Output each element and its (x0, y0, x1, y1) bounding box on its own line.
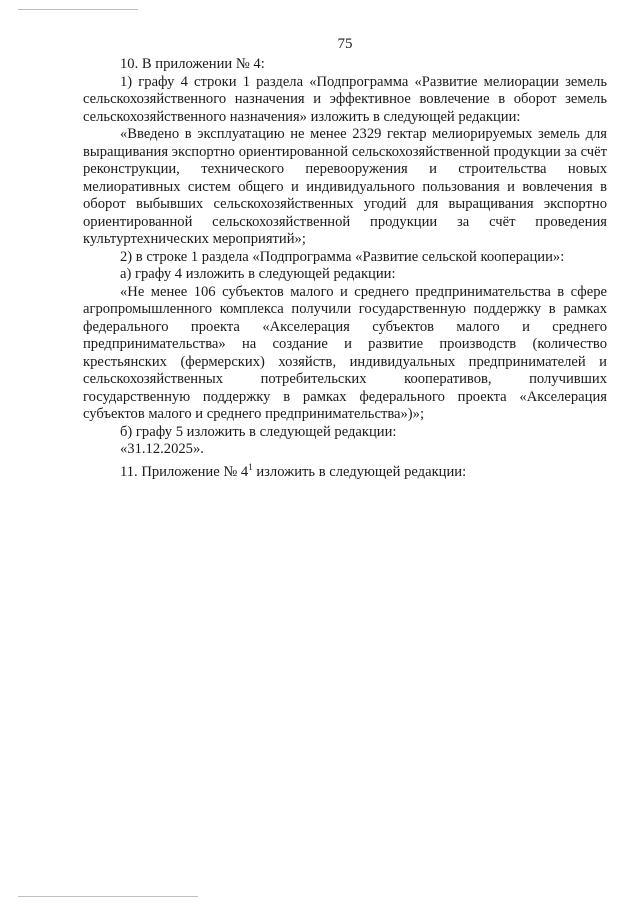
paragraph-column4: а) графу 4 изложить в следующей редакции: (120, 266, 396, 282)
scan-artifact-bottom (18, 896, 198, 897)
paragraph-column5: б) графу 5 изложить в следующей редакции: (120, 423, 397, 440)
paragraph-item-10: 10. В приложении № 4: (120, 56, 265, 72)
paragraph-date: «31.12.2025». (120, 441, 204, 457)
paragraph-row1-cooperation: 2) в строке 1 раздела «Подпрограмма «Развитие сельской кооперации»: (120, 248, 565, 265)
paragraph-item-11-lead: 11. Приложение № 4 (120, 463, 249, 480)
superscript-index: 1 (248, 461, 253, 472)
paragraph-column4-row1-melioration: 1) графу 4 строки 1 раздела «Подпрограмма «Развитие мелиорации земель сельскохозяйственного назначения и эффективное вовлечение в оборот земель сельскохозяйственного назначения» изложить в следующей редакции: (83, 73, 607, 125)
scan-artifact-top (18, 9, 138, 10)
paragraph-melioration-text: «Введено в эксплуатацию не менее 2329 гектар мелиорируемых земель для выращивания экспортно ориентированной сельскохозяйственной продукции за счёт реконструкции, технического перевооружения и строительства новых мелиоративных систем общего и индивидуального пользования и вовлечения в оборот выбывших сельскохозяйственных угодий для выращивания экспортно ориентированной сельскохозяйственной продукции за счёт проведения культуртехнических мероприятий»; (83, 126, 607, 247)
paragraph-item-11-tail: изложить в следующей редакции: (252, 463, 467, 480)
document-body (83, 56, 607, 481)
paragraph-item-11 (83, 459, 607, 481)
page-number: 75 (337, 36, 353, 52)
paragraph-cooperation-text: «Не менее 106 субъектов малого и среднего предпринимательства в сфере агропромышленного комплекса получили государственную поддержку в рамках федерального проекта «Акселерация субъектов малого и среднего предпринимательства» на создание и развитие производств (количество крестьянских (фермерских) хозяйств, индивидуальных предпринимателей и сельскохозяйственных потребительских кооперативов, получивших государственную поддержку в рамках федерального проекта «Акселерация субъектов малого и среднего предпринимательства»)»; (83, 283, 607, 422)
